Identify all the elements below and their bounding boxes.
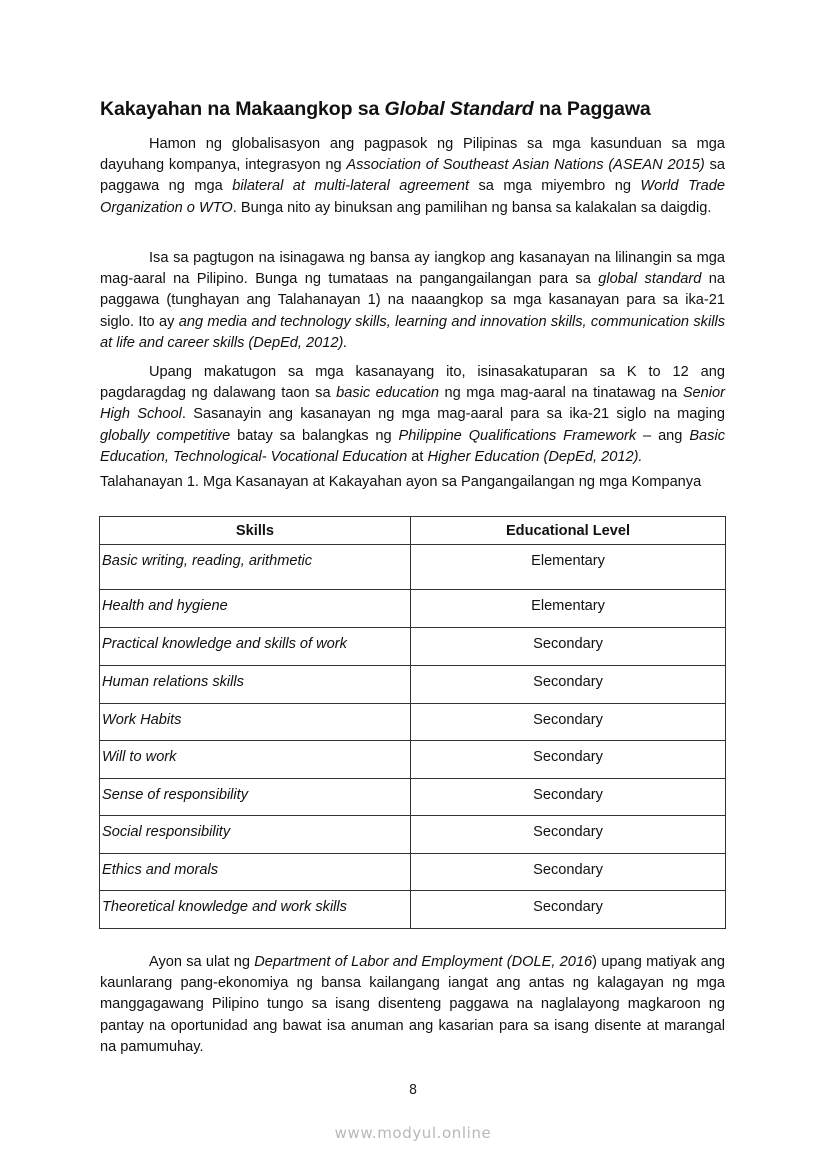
table-row [100,704,726,741]
text-segment: Upang makatugon sa mga kasanayang ito, isinasakatuparan sa K to 12 ang pagdaragdag ng dalawang taon sa [100,364,725,402]
paragraph-2 [100,248,725,354]
skill-cell: Social responsibility [100,816,411,854]
skill-cell: Theoretical knowledge and work skills [100,891,411,929]
educational-level-cell: Secondary [411,666,726,704]
educational-level-cell: Secondary [411,891,726,929]
skill-cell: Human relations skills [100,666,411,704]
italic-text: Basic Education, Technological- Vocational Education [100,427,725,465]
table-row [100,741,726,779]
table-row [100,666,726,704]
text-segment: . Sasanayin ang kasanayan ng mga mag-aaral para sa ika-21 siglo na maging [181,406,725,423]
table-header-row [100,517,726,545]
table-row [100,545,726,590]
text-segment: – ang [636,427,690,444]
table-row [100,590,726,628]
text-segment: sa paggawa ng mga [100,157,725,195]
skill-cell: Practical knowledge and skills of work [100,628,411,666]
italic-text: Higher Education (DepEd, 2012). [427,448,643,465]
text-segment: Hamon ng globalisasyon ang pagpasok ng Pilipinas sa mga kasunduan sa mga dayuhang kompanya, integrasyon ng [100,136,725,174]
educational-level-cell: Secondary [411,816,726,854]
italic-text: Philippine Qualifications Framework [398,427,637,444]
text-segment: na paggawa (tunghayan ang Talahanayan 1) na naaangkop sa mga kasanayan para sa ika-21 siglo. Ito ay [100,271,725,330]
table-row [100,779,726,816]
table-row [100,891,726,929]
skill-cell: Will to work [100,741,411,779]
skill-cell: Health and hygiene [100,590,411,628]
educational-level-cell: Secondary [411,628,726,666]
table-row [100,854,726,891]
educational-level-cell: Elementary [411,545,726,590]
educational-level-cell: Secondary [411,779,726,816]
header-skills: Skills [100,517,411,545]
header-educational-level: Educational Level [411,517,726,545]
paragraph-4 [100,952,725,1058]
skill-cell: Basic writing, reading, arithmetic [100,545,411,590]
italic-text: globally competitive [100,427,231,444]
educational-level-cell: Secondary [411,854,726,891]
skill-cell: Work Habits [100,704,411,741]
italic-text: ang media and technology skills, learning and innovation skills, communication skills at life and career skills (DepEd, 2012). [100,313,726,351]
section-heading: Kakayahan na Makaangkop sa Global Standard na Paggawa [100,98,651,120]
educational-level-cell: Secondary [411,741,726,779]
table-row [100,628,726,666]
paragraph-3 [100,362,725,468]
page-number: 8 [408,1083,418,1098]
skills-table [99,516,726,929]
text-segment: . Bunga nito ay binuksan ang pamilihan ng bansa sa kalakalan sa daigdig. [232,199,712,216]
italic-text: Department of Labor and Employment (DOLE, 2016 [254,954,593,970]
text-segment: ) upang matiyak ang kaunlarang pang-ekonomiya ng bansa kailangang iangat ang antas ng kalagayan ng mga manggagawang Pilipino tungo sa isang disenteng paggawa na naglalayong magkaroon ng pantay na oportunidad ang bawat isa anuman ang kasarian para sa isang disente at marangal na pamumuhay. [100,954,725,1055]
italic-text: global standard [598,271,702,288]
text-segment: sa mga miyembro ng [469,178,641,195]
table-caption: Talahanayan 1. Mga Kasanayan at Kakayahan ayon sa Pangangailangan ng mga Kompanya [100,474,702,490]
heading-italic: Global Standard [384,98,534,120]
educational-level-cell: Secondary [411,704,726,741]
italic-text: Association of Southeast Asian Nations (ASEAN 2015) [346,157,705,174]
educational-level-cell: Elementary [411,590,726,628]
text-segment: batay sa balangkas ng [230,427,399,444]
text-segment: at [407,448,428,465]
italic-text: basic education [336,385,439,402]
italic-text: World Trade Organization o WTO [100,178,725,216]
table-row [100,816,726,854]
text-segment: Ayon sa ulat ng [149,954,255,970]
italic-text: Senior High School [100,385,725,423]
text-segment: ng mga mag-aaral na tinatawag na [438,385,683,402]
italic-text: bilateral at multi-lateral agreement [232,178,470,195]
skill-cell: Ethics and morals [100,854,411,891]
skill-cell: Sense of responsibility [100,779,411,816]
paragraph-1 [100,134,725,219]
text-segment: Isa sa pagtugon na isinagawa ng bansa ay iangkop ang kasanayan na lilinangin sa mga mag-aaral na Pilipino. Bunga ng tumataas na pangangailangan para sa [100,250,725,288]
watermark: www.modyul.online [334,1124,492,1142]
